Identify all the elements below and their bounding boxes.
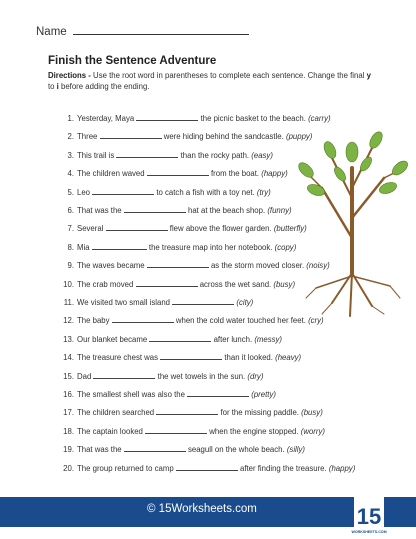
item-number: 18.: [63, 426, 74, 436]
sentence-item: [60, 333, 282, 344]
item-text-after: hat at the beach shop.: [187, 206, 266, 215]
sapling-with-roots-icon: [292, 128, 412, 318]
answer-blank[interactable]: [93, 370, 155, 379]
item-hint: (happy): [261, 169, 288, 179]
directions-text-b: to: [48, 82, 57, 91]
item-text-after: were hiding behind the sandcastle.: [163, 132, 284, 142]
item-hint: (easy): [251, 150, 273, 160]
directions: [48, 70, 378, 92]
item-number: 6.: [67, 206, 74, 215]
item-text-before: Our blanket became: [77, 334, 148, 344]
answer-blank[interactable]: [92, 241, 147, 250]
item-number: 7.: [67, 224, 74, 234]
item-text-after: from the boat.: [210, 169, 260, 179]
sentence-item: [60, 186, 271, 197]
item-hint: (silly): [286, 445, 306, 455]
item-text-after: the treasure map into her notebook.: [148, 242, 273, 252]
item-number: 19.: [63, 445, 74, 455]
item-text-before: Several: [77, 224, 104, 234]
sentence-item: [60, 351, 301, 362]
sentence-item: [60, 149, 273, 160]
item-number: 1.: [67, 114, 74, 123]
sentence-item: [60, 314, 324, 325]
item-number: 5.: [67, 187, 74, 197]
item-text-after: flew above the flower garden.: [169, 224, 272, 234]
item-hint: (carry): [308, 114, 331, 123]
item-number: 14.: [63, 353, 74, 363]
item-hint: (pretty): [251, 390, 276, 399]
answer-blank[interactable]: [172, 296, 234, 305]
sentence-item: [60, 241, 296, 252]
item-text-before: The waves became: [77, 261, 145, 271]
sentence-item: [60, 388, 276, 399]
item-text-after: than it looked.: [224, 353, 273, 363]
item-text-after: for the missing paddle.: [220, 408, 299, 418]
item-number: 15.: [63, 371, 74, 381]
item-hint: (happy): [328, 463, 356, 473]
item-hint: (busy): [273, 279, 296, 289]
answer-blank[interactable]: [156, 406, 218, 415]
item-number: 11.: [63, 298, 74, 307]
item-text-before: The children waved: [77, 169, 145, 179]
answer-blank[interactable]: [124, 204, 186, 213]
answer-blank[interactable]: [149, 333, 211, 342]
directions-label: Directions -: [48, 71, 91, 80]
item-text-after: the picnic basket to the beach.: [200, 114, 306, 123]
item-hint: (copy): [274, 242, 297, 252]
item-number: 4.: [67, 169, 74, 179]
item-hint: (busy): [301, 408, 323, 418]
item-hint: (butterfly): [273, 224, 307, 234]
item-text-before: Mia: [77, 242, 90, 252]
answer-blank[interactable]: [136, 278, 198, 287]
item-number: 16.: [63, 390, 74, 399]
sentence-item: [60, 278, 295, 289]
sentence-item: [60, 130, 312, 141]
item-number: 13.: [63, 334, 74, 344]
sentence-item: [60, 167, 288, 178]
logo-caption: WORKSHEETS.COM: [351, 530, 387, 534]
item-hint: (try): [256, 187, 271, 197]
item-text-before: That was the: [77, 445, 122, 455]
item-hint: (dry): [247, 371, 264, 381]
item-text-before: The group returned to camp: [77, 463, 174, 473]
item-text-before: Leo: [77, 187, 91, 197]
item-text-before: The crab moved: [77, 279, 134, 289]
directions-text-a: Use the root word in parentheses to complete each sentence. Change the final: [90, 71, 367, 80]
name-line[interactable]: [73, 24, 249, 35]
item-hint: (puppy): [285, 132, 313, 142]
answer-blank[interactable]: [187, 388, 249, 397]
item-text-before: Yesterday, Maya: [77, 114, 135, 123]
sentence-item: [60, 406, 323, 417]
name-label: Name: [36, 26, 67, 38]
answer-blank[interactable]: [92, 186, 154, 195]
item-number: 20.: [63, 463, 74, 473]
item-text-before: That was the: [77, 206, 122, 215]
item-text-after: the wet towels in the sun.: [157, 371, 246, 381]
sentence-item: [60, 112, 331, 123]
answer-blank[interactable]: [112, 314, 174, 323]
item-number: 3.: [67, 150, 74, 160]
item-hint: (noisy): [306, 261, 330, 271]
answer-blank[interactable]: [147, 259, 209, 268]
answer-blank[interactable]: [147, 167, 209, 176]
item-number: 2.: [67, 132, 74, 142]
logo-number: 15: [356, 504, 382, 529]
sentence-item: [60, 443, 305, 454]
item-hint: (worry): [300, 426, 325, 436]
directions-text-c: before adding the ending.: [58, 82, 150, 91]
item-text-after: to catch a fish with a toy net.: [156, 187, 255, 197]
item-number: 17.: [63, 408, 74, 418]
item-hint: (city): [236, 298, 254, 307]
answer-blank[interactable]: [100, 130, 162, 139]
item-text-before: The smallest shell was also the: [77, 390, 185, 399]
item-text-after: when the engine stopped.: [209, 426, 299, 436]
item-text-after: after finding the treasure.: [240, 463, 327, 473]
item-text-after: when the cold water touched her feet.: [175, 316, 306, 326]
item-number: 9.: [67, 261, 74, 271]
sentence-item: [60, 259, 330, 270]
sentence-item: [60, 370, 263, 381]
answer-blank[interactable]: [124, 443, 186, 452]
answer-blank[interactable]: [136, 112, 198, 121]
item-text-after: after lunch.: [213, 334, 253, 344]
sentence-item: [60, 204, 292, 215]
item-text-before: The treasure chest was: [77, 353, 159, 363]
item-number: 10.: [63, 279, 74, 289]
item-text-before: We visited two small island: [77, 298, 171, 307]
item-hint: (cry): [308, 316, 324, 326]
item-text-before: Three: [77, 132, 98, 142]
sentence-item: [60, 296, 253, 307]
item-number: 12.: [63, 316, 74, 326]
worksheet-title: Finish the Sentence Adventure: [48, 55, 217, 67]
item-text-after: as the storm moved closer.: [210, 261, 305, 271]
item-text-after: across the wet sand.: [199, 279, 272, 289]
15worksheets-logo: [351, 497, 387, 539]
item-hint: (heavy): [275, 353, 302, 363]
answer-blank[interactable]: [106, 222, 168, 231]
item-text-after: seagull on the whole beach.: [187, 445, 285, 455]
sentence-item: [60, 462, 360, 474]
item-hint: (messy): [254, 334, 283, 344]
answer-blank[interactable]: [160, 351, 222, 360]
item-hint: (funny): [267, 206, 292, 215]
item-number: 8.: [67, 242, 74, 252]
answer-blank[interactable]: [116, 149, 178, 158]
item-text-before: The children searched: [77, 408, 155, 418]
item-text-before: This trail is: [77, 150, 115, 160]
item-text-before: Dad: [77, 371, 92, 381]
answer-blank[interactable]: [176, 462, 238, 471]
name-row: [36, 24, 249, 38]
item-text-before: The captain looked: [77, 426, 143, 436]
footer-link[interactable]: © 15Worksheets.com: [147, 503, 257, 515]
directions-i: i: [56, 82, 59, 91]
sentence-item: [60, 222, 307, 233]
answer-blank[interactable]: [145, 425, 207, 434]
item-text-after: than the rocky path.: [180, 150, 250, 160]
directions-y: y: [366, 71, 371, 80]
sentence-item: [60, 425, 325, 436]
item-text-before: The baby: [77, 316, 110, 326]
